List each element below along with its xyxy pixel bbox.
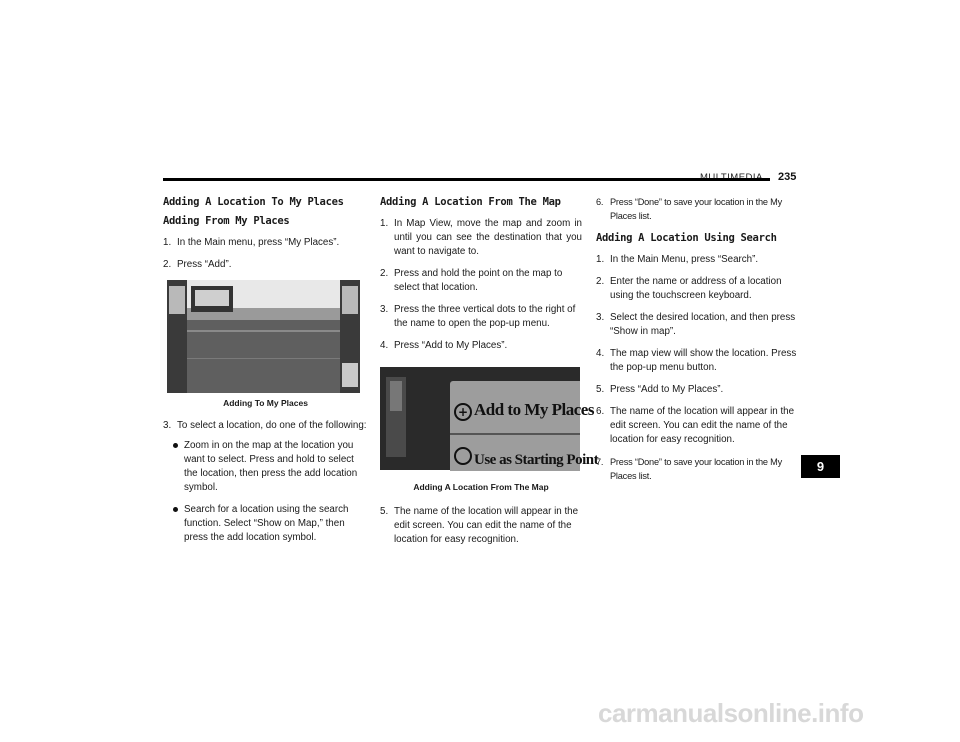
steps-list <box>380 217 582 353</box>
list-item <box>596 311 800 339</box>
step-text: Select the desired location, and then press “Show in map”. <box>610 312 796 337</box>
step-text: In Map View, move the map and zoom in until you can see the destination that you want to navigate to. <box>394 218 582 257</box>
step-text: The name of the location will appear in the edit screen. You can edit the name of the location for easy recognition. <box>610 406 795 445</box>
list-item <box>596 347 800 375</box>
screenshot-image <box>380 367 599 470</box>
figure-caption: Adding A Location From The Map <box>413 482 549 492</box>
add-circle-icon: + <box>454 403 472 421</box>
list-item <box>380 505 582 547</box>
step-number: 4. <box>380 340 389 351</box>
image-region <box>390 381 402 411</box>
step-number: 2. <box>380 268 389 279</box>
image-region <box>187 330 340 332</box>
list-item <box>596 195 800 223</box>
steps-list <box>163 419 368 433</box>
bullet-list <box>163 439 368 545</box>
steps-list <box>163 236 368 272</box>
list-item <box>380 217 582 259</box>
step-text: Press the three vertical dots to the right of the name to open the pop-up menu. <box>394 304 576 329</box>
page-number: 235 <box>778 171 797 183</box>
step-text: In the Main Menu, press “Search”. <box>610 254 759 265</box>
list-item <box>596 455 800 483</box>
step-text: To select a location, do one of the following: <box>177 420 367 431</box>
list-item <box>380 339 582 353</box>
step-number: 5. <box>380 506 389 517</box>
step-number: 6. <box>596 406 605 417</box>
step-number: 3. <box>380 304 389 315</box>
list-item <box>596 253 800 267</box>
image-region <box>195 290 229 306</box>
column-2 <box>380 195 599 555</box>
step-text: The map view will show the location. Press the pop-up menu button. <box>610 348 797 373</box>
step-number: 6. <box>596 197 604 207</box>
image-region <box>342 286 358 314</box>
list-item <box>596 383 800 397</box>
list-item <box>596 405 800 447</box>
step-number: 4. <box>596 348 605 359</box>
step-number: 7. <box>596 457 604 467</box>
subsection-heading: Adding A Location From The Map <box>380 196 561 208</box>
image-region <box>169 286 185 314</box>
steps-list <box>380 505 582 547</box>
list-item <box>163 258 368 272</box>
step-number: 5. <box>596 384 605 395</box>
column-3 <box>596 195 800 491</box>
menu-item-add-to-my-places: Add to My Places <box>474 400 594 419</box>
figure-adding-to-my-places <box>163 280 368 410</box>
step-text: Press “Add to My Places”. <box>394 340 508 351</box>
header-rule <box>163 178 770 181</box>
step-text: Press “Done” to save your location in the My Places list. <box>610 197 782 221</box>
step-text: Press “Done” to save your location in the My Places list. <box>610 457 782 481</box>
step-text: Enter the name or address of a location using the touchscreen keyboard. <box>610 276 782 301</box>
list-item <box>163 236 368 250</box>
image-region <box>187 358 340 359</box>
list-item <box>163 419 368 433</box>
section-heading: Adding A Location To My Places <box>163 196 344 208</box>
subsection-heading: Adding A Location Using Search <box>596 232 777 244</box>
footer-watermark: carmanualsonline.info <box>598 698 864 728</box>
list-item <box>596 275 800 303</box>
image-region <box>342 363 358 387</box>
steps-list <box>596 195 800 223</box>
step-number: 1. <box>163 237 172 248</box>
step-number: 2. <box>163 259 172 270</box>
step-number: 2. <box>596 276 605 287</box>
step-text: Press “Add”. <box>177 259 232 270</box>
start-point-icon <box>454 447 472 465</box>
step-text: Press and hold the point on the map to select that location. <box>394 268 563 293</box>
step-number: 3. <box>596 312 605 323</box>
bullet-item: Search for a location using the search function. Select “Show on Map,” then press the add location symbol. <box>173 503 368 545</box>
step-text: In the Main menu, press “My Places”. <box>177 237 340 248</box>
step-text: The name of the location will appear in the edit screen. You can edit the name of the location for easy recognition. <box>394 506 579 545</box>
menu-item-use-as-starting-point: Use as Starting Point <box>474 452 599 468</box>
list-item <box>380 303 582 331</box>
step-text: Press “Add to My Places”. <box>610 384 724 395</box>
steps-list <box>596 253 800 483</box>
image-region <box>450 433 580 435</box>
step-number: 1. <box>380 218 389 229</box>
chapter-tab: 9 <box>801 455 840 478</box>
figure-caption: Adding To My Places <box>223 398 308 408</box>
list-item <box>380 267 582 295</box>
figure-adding-from-map <box>380 367 599 494</box>
bullet-item: Zoom in on the map at the location you want to select. Press and hold to select the location, then press the add location symbol. <box>173 439 368 495</box>
column-1 <box>163 195 368 553</box>
screenshot-image <box>167 280 360 393</box>
step-number: 1. <box>596 254 605 265</box>
subsection-heading: Adding From My Places <box>163 215 290 227</box>
step-number: 3. <box>163 420 172 431</box>
